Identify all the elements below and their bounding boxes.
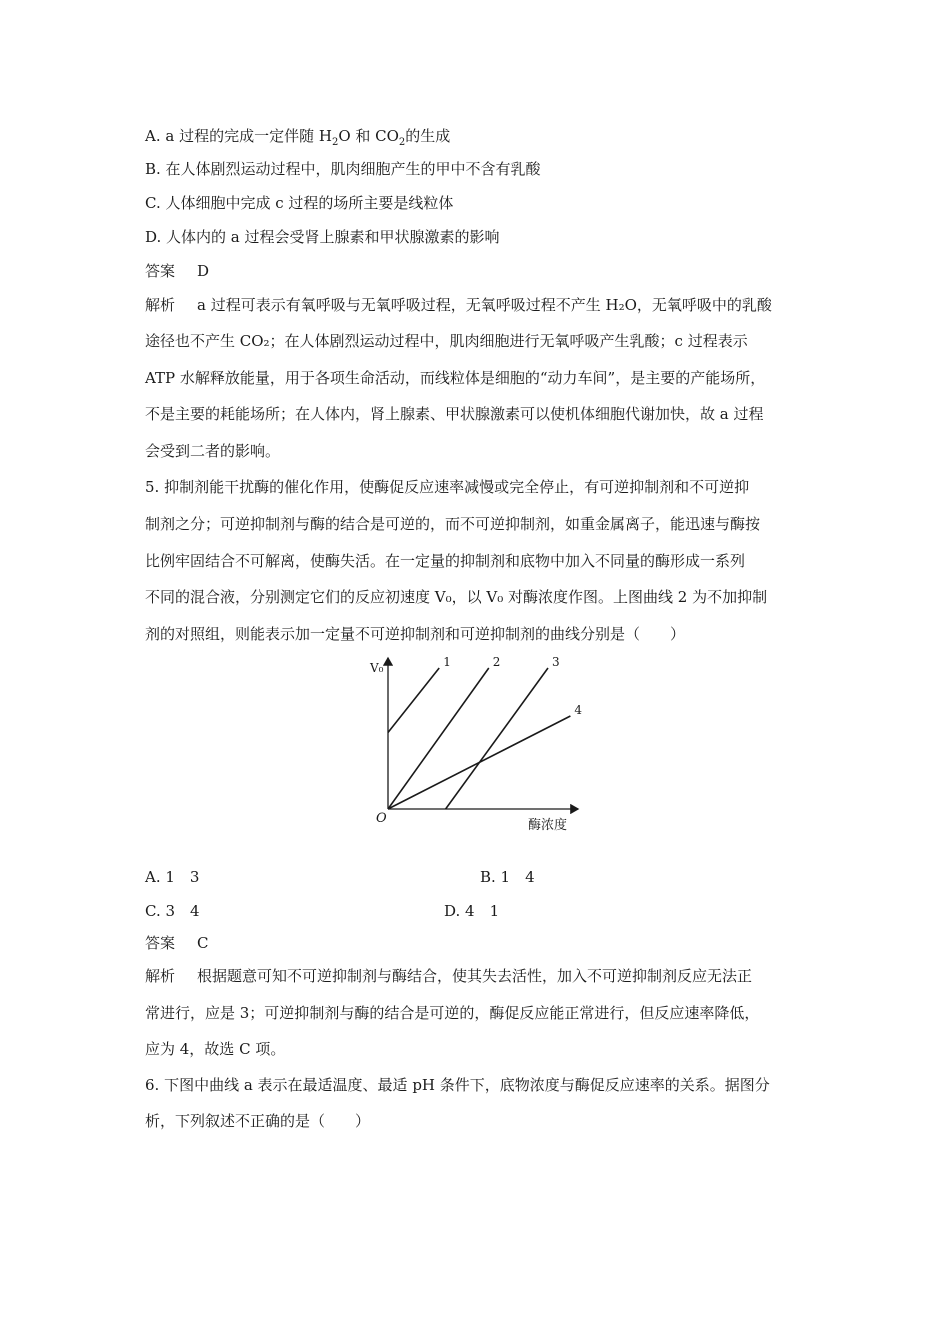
q4-answer: 答案 D	[145, 262, 210, 280]
curve-4	[388, 716, 570, 809]
curve-2	[388, 668, 489, 809]
q4-analysis-line: 解析 a 过程可表示有氧呼吸与无氧呼吸过程，无氧呼吸过程不产生 H₂O，无氧呼吸中的乳酸	[145, 296, 772, 314]
q4-analysis-line: 途径也不产生 CO₂；在人体剧烈运动过程中，肌肉细胞进行无氧呼吸产生乳酸；c 过程表示	[145, 332, 748, 350]
q5-stem-line: 制剂之分；可逆抑制剂与酶的结合是可逆的，而不可逆抑制剂，如重金属离子，能迅速与酶按	[145, 515, 761, 533]
q4-option-b: B. 在人体剧烈运动过程中，肌肉细胞产生的甲中不含有乳酸	[145, 160, 541, 178]
x-axis-label: 酶浓度	[528, 818, 568, 833]
curve-label-4: 4	[574, 703, 583, 717]
curve-3	[446, 668, 548, 809]
enzyme-velocity-chart	[360, 652, 600, 837]
q5-analysis-line: 解析 根据题意可知不可逆抑制剂与酶结合，使其失去活性，加入不可逆抑制剂反应无法正	[145, 967, 753, 985]
origin-label: O	[376, 811, 387, 826]
q5-stem-line: 5. 抑制剂能干扰酶的催化作用，使酶促反应速率减慢或完全停止，有可逆抑制剂和不可逆抑	[145, 478, 750, 496]
q5-stem-line: 比例牢固结合不可解离，使酶失活。在一定量的抑制剂和底物中加入不同量的酶形成一系列	[145, 552, 746, 570]
q4-option-c: C. 人体细胞中完成 c 过程的场所主要是线粒体	[145, 194, 454, 212]
q5-stem-line: 不同的混合液，分别测定它们的反应初速度 V₀，以 V₀ 对酶浓度作图。上图曲线 2 为不加抑制	[145, 588, 768, 606]
y-axis-label: V₀	[370, 661, 384, 675]
q5-answer: 答案 C	[145, 934, 209, 952]
q4-option-a: A. a 过程的完成一定伴随 $H_2O$ 和 $CO_2$的生成	[145, 127, 451, 148]
q4-analysis-line: 会受到二者的影响。	[145, 442, 281, 460]
curve-label-2: 2	[492, 655, 501, 669]
curve-label-3: 3	[552, 655, 560, 669]
q5-analysis-line: 应为 4，故选 C 项。	[145, 1040, 286, 1058]
q5-analysis-line: 常进行，应是 3；可逆抑制剂与酶的结合是可逆的，酶促反应能正常进行，但反应速率降低，	[145, 1004, 760, 1022]
q5-option-c: C. 3 4	[145, 902, 200, 920]
q4-analysis-line: ATP 水解释放能量，用于各项生命活动，而线粒体是细胞的“动力车间”，是主要的产能场所，	[145, 369, 766, 387]
curve-1	[388, 668, 439, 733]
q4-analysis-line: 不是主要的耗能场所；在人体内，肾上腺素、甲状腺激素可以使机体细胞代谢加快，故 a 过程	[145, 405, 764, 423]
q6-stem-line: 析，下列叙述不正确的是（ ）	[145, 1112, 371, 1130]
q6-stem-line: 6. 下图中曲线 a 表示在最适温度、最适 pH 条件下，底物浓度与酶促反应速率的关系。据图分	[145, 1076, 770, 1094]
q5-option-a: A. 1 3	[145, 868, 200, 886]
q5-option-b: B. 1 4	[480, 868, 535, 886]
curve-label-1: 1	[443, 655, 451, 669]
q4-option-d: D. 人体内的 a 过程会受肾上腺素和甲状腺激素的影响	[145, 228, 500, 246]
q5-stem-line: 剂的对照组，则能表示加一定量不可逆抑制剂和可逆抑制剂的曲线分别是（ ）	[145, 625, 686, 643]
q5-option-d: D. 4 1	[444, 902, 500, 920]
